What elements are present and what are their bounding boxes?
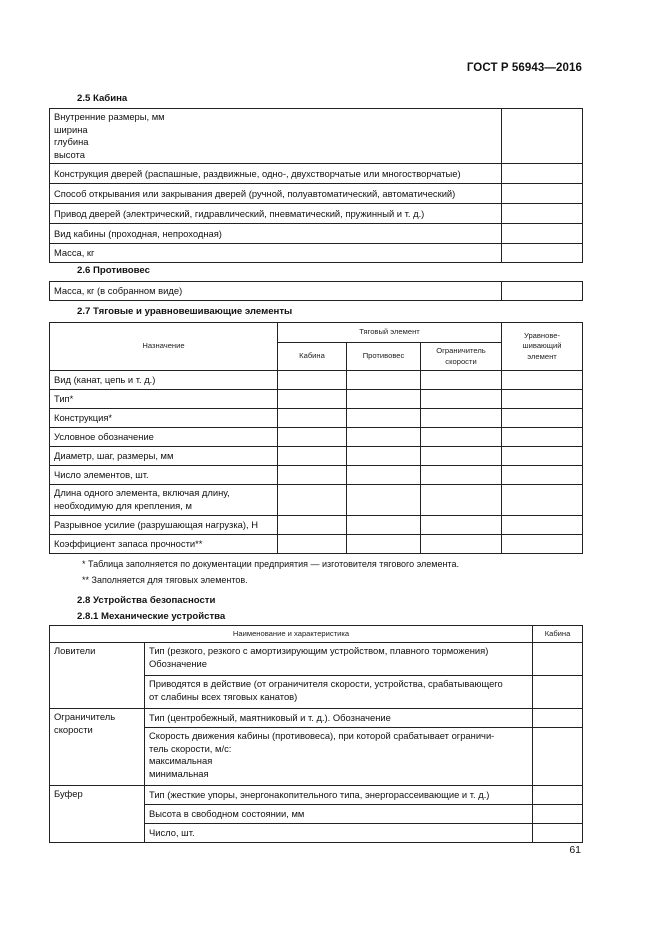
table-cell: Коэффициент запаса прочности** bbox=[50, 535, 278, 554]
cell-line: минимальная bbox=[149, 767, 209, 779]
table-cell: Масса, кг bbox=[50, 244, 502, 263]
value-cell bbox=[502, 164, 583, 184]
table-cell bbox=[145, 728, 533, 786]
table-cell: Вид кабины (проходная, непроходная) bbox=[50, 224, 502, 244]
footnote: ** Заполняется для тяговых элементов. bbox=[82, 575, 248, 585]
header-cabin: Кабина bbox=[278, 343, 347, 371]
table-cell: Конструкция дверей (распашные, раздвижные, одно-, двухстворчатые или многостворчатые) bbox=[50, 164, 502, 184]
table-cell: Разрывное усилие (разрушающая нагрузка), Н bbox=[50, 516, 278, 535]
table-cell: Число, шт. bbox=[145, 824, 533, 843]
header-counterweight: Противовес bbox=[347, 343, 421, 371]
cell-line: ширина bbox=[54, 123, 88, 135]
cell-line: Скорость движения кабины (противовеса), при которой срабатывает ограничи- bbox=[149, 730, 495, 741]
table-cell bbox=[50, 485, 278, 516]
cell-line: максимальная bbox=[149, 755, 213, 767]
page-number: 61 bbox=[569, 844, 581, 856]
value-cell bbox=[533, 786, 583, 805]
table-counterweight bbox=[49, 281, 583, 301]
header-purpose: Назначение bbox=[50, 323, 278, 371]
section-2-8-title: 2.8 Устройства безопасности bbox=[77, 595, 216, 606]
value-cell bbox=[533, 709, 583, 728]
table-cell: Тип (жесткие упоры, энергонакопительного типа, энергорассеивающие и т. д.) bbox=[145, 786, 533, 805]
section-2-5-title: 2.5 Кабина bbox=[77, 93, 128, 104]
cell-line: Длина одного элемента, включая длину, bbox=[54, 487, 230, 499]
footnote: * Таблица заполняется по документации предприятия — изготовителя тягового элемента. bbox=[82, 559, 459, 569]
cell-line: от слабины всех тяговых канатов) bbox=[149, 690, 298, 702]
table-cell: Конструкция* bbox=[50, 409, 278, 428]
table-traction bbox=[49, 322, 583, 554]
value-cell bbox=[533, 824, 583, 843]
section-2-6-title: 2.6 Противовес bbox=[77, 265, 150, 276]
standard-number: ГОСТ Р 56943—2016 bbox=[466, 62, 582, 74]
cell-line: Приводятся в действие (от ограничителя скорости, устройства, срабатывающего bbox=[149, 678, 503, 689]
table-cell: Тип* bbox=[50, 390, 278, 409]
table-cell: Масса, кг (в собранном виде) bbox=[50, 282, 502, 301]
value-cell bbox=[502, 204, 583, 224]
group-label: Ограничитель скорости bbox=[50, 709, 145, 786]
table-cell: Высота в свободном состоянии, мм bbox=[145, 805, 533, 824]
table-cell: Вид (канат, цепь и т. д.) bbox=[50, 371, 278, 390]
value-cell bbox=[533, 728, 583, 786]
value-cell bbox=[502, 184, 583, 204]
section-2-7-title: 2.7 Тяговые и уравновешивающие элементы bbox=[77, 306, 293, 317]
table-cell: Тип (центробежный, маятниковый и т. д.). Обозначение bbox=[145, 709, 533, 728]
cell-line: необходимую для крепления, м bbox=[54, 500, 192, 511]
header-name: Наименование и характеристика bbox=[50, 626, 533, 643]
cell-line: Внутренние размеры, мм bbox=[54, 111, 165, 122]
table-cell bbox=[145, 643, 533, 676]
table-cell bbox=[50, 109, 502, 164]
cell-line: тель скорости, м/с: bbox=[149, 742, 232, 754]
table-cell: Число элементов, шт. bbox=[50, 466, 278, 485]
table-safety-devices bbox=[49, 625, 583, 843]
header-speed-limiter: Ограничитель скорости bbox=[421, 343, 502, 371]
table-cell bbox=[145, 676, 533, 709]
value-cell bbox=[502, 244, 583, 263]
value-cell bbox=[533, 676, 583, 709]
value-cell bbox=[502, 109, 583, 164]
table-cell: Способ открывания или закрывания дверей (ручной, полуавтоматический, автоматический) bbox=[50, 184, 502, 204]
cell-line: высота bbox=[54, 148, 85, 160]
group-label: Ловители bbox=[50, 643, 145, 709]
table-cell: Условное обозначение bbox=[50, 428, 278, 447]
table-cabin bbox=[49, 108, 583, 263]
value-cell bbox=[533, 805, 583, 824]
cell-line: глубина bbox=[54, 136, 89, 148]
header-traction-element: Тяговый элемент bbox=[278, 323, 502, 343]
cell-line: Обозначение bbox=[149, 657, 207, 669]
header-balancing: Уравнове- шивающий элемент bbox=[502, 323, 583, 371]
cell-line: Тип (резкого, резкого с амортизирующим устройством, плавного торможения) bbox=[149, 645, 489, 656]
value-cell bbox=[502, 282, 583, 301]
value-cell bbox=[533, 643, 583, 676]
value-cell bbox=[502, 224, 583, 244]
group-label: Буфер bbox=[50, 786, 145, 843]
table-cell: Диаметр, шаг, размеры, мм bbox=[50, 447, 278, 466]
header-cabin: Кабина bbox=[533, 626, 583, 643]
table-cell: Привод дверей (электрический, гидравлический, пневматический, пружинный и т. д.) bbox=[50, 204, 502, 224]
section-2-8-1-title: 2.8.1 Механические устройства bbox=[77, 611, 226, 622]
